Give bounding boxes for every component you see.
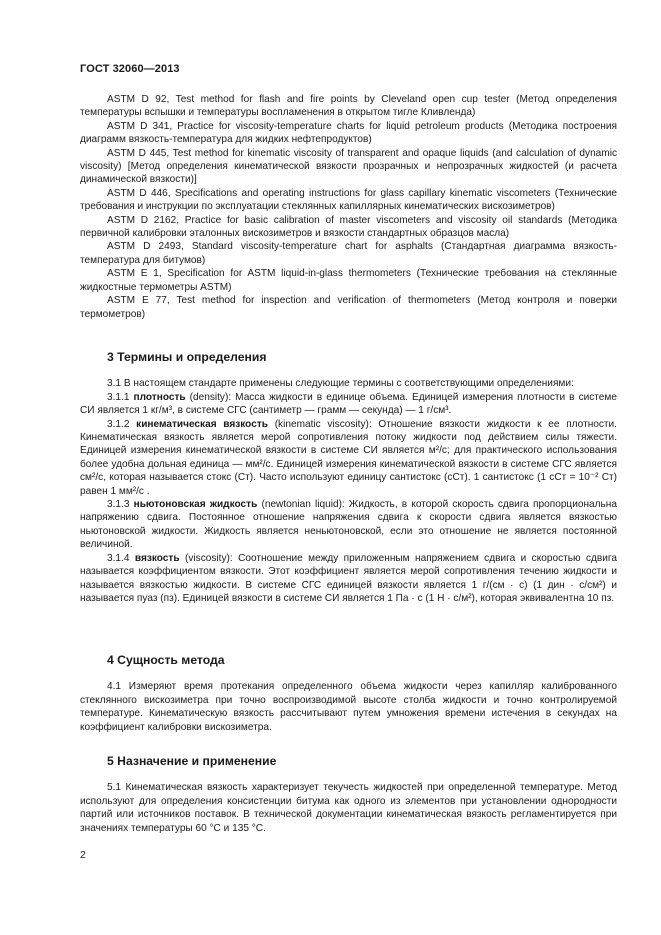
term-newtonian-liquid <box>80 498 617 552</box>
reference-item: ASTM D 2162, Practice for basic calibration of master viscometers and viscosity oil standards (Методика первичной калибровки эталонных вискозиметров и вязкости стандартных образцов масла) <box>80 214 617 240</box>
term-definition: (viscosity): Соотношение между приложенным напряжением сдвига и скоростью сдвига называется коэффициентом вязкости. Этот коэффициент является мерой сопротивления течению жидкости и называется вязкостью жидкости. В системе СГС единицей вязкости является 1 г/(см · с) (1 дин · с/см²) и называется пуаз (пз). Единицей вязкости в системе СИ является 1 Па · с (1 Н · с/м²), которая эквивалентна 10 пз. <box>80 552 617 604</box>
reference-item: ASTM D 92, Test method for flash and fire points by Cleveland open cup tester (Метод определения температуры вспышки и температуры воспламенения в открытом тигле Кливленда) <box>80 94 617 119</box>
reference-item: ASTM D 445, Test method for kinematic viscosity of transparent and opaque liquids (and calculation of dynamic viscosity) [Метод определения кинематической вязкости прозрачных и непрозрачных жидкостей (и расчета динамической вязкости)] <box>80 147 617 186</box>
reference-item: ASTM D 2493, Standard viscosity-temperature chart for asphalts (Стандартная диаграмма вязкость-температура для битумов) <box>80 241 617 266</box>
page-number: 2 <box>80 849 86 861</box>
paragraph-5-1: 5.1 Кинематическая вязкость характеризует текучесть жидкостей при определенной температуре. Метод используют для определения консистенции битума как одного из элементов при установлении однородности партий или источников поставок. В технической документации кинематическая вязкость регламентируется при значениях температуры 60 °С и 135 °С. <box>80 782 617 834</box>
term-definition: (newtonian liquid): Жидкость, в которой скорость сдвига пропорциональна напряжению сдвига. Постоянное отношение напряжения сдвига к скорости сдвига является вязкостью ньютоновской жидкости. Жидкость является неньютоновской, если это отношение не является постоянной величиной. <box>80 499 617 551</box>
section-method-principle <box>80 654 617 734</box>
term-definition: (density): Масса жидкости в единице объема. Единицей измерения плотности в системе СИ является 1 кг/м³, в системе СГС (сантиметр — грамм — секунда) — 1 г/см³. <box>80 391 617 417</box>
term-number: 3.1.4 <box>107 552 130 564</box>
term-definition: (kinematic viscosity): Отношение вязкости жидкости к ее плотности. Кинематическая вязкость является мерой сопротивления потоку жидкости под действием силы тяжести. Единицей измерения кинематической вязкости в системе СИ является м²/с; для практического использования более удобна дольная единица — мм²/с. Единицей измерения кинематической вязкости в системе СГС является см²/с, которая называется стокс (Ст). Часто используют единицу сантистокс (сСт). 1 сантистокс (1 сСт = 10⁻² Ст) равен 1 мм²/с . <box>80 418 617 497</box>
paragraph-4-1: 4.1 Измеряют время протекания определенного объема жидкости через капилляр калиброванного стеклянного вискозиметра при точно воспроизводимой высоте столба жидкости и точно контролируемой температуре. Кинематическую вязкость рассчитывают путем умножения времени истечения в секундах на коэффициент калибровки вискозиметра. <box>80 681 617 733</box>
section-purpose <box>80 755 617 835</box>
term-name: ньютоновская жидкость <box>133 499 258 511</box>
term-number: 3.1.1 <box>107 391 130 403</box>
term-number: 3.1.2 <box>107 418 130 430</box>
section-heading: 4 Сущность метода <box>107 653 225 667</box>
reference-item: ASTM E 77, Test method for inspection and verification of thermometers (Метод контроля и поверки термометров) <box>80 295 617 320</box>
document-code: ГОСТ 32060—2013 <box>80 63 180 75</box>
reference-item: ASTM D 446, Specifications and operating instructions for glass capillary kinematic viscometers (Технические требования и инструкции по эксплуатации стеклянных капиллярных кинематических вискозиметров) <box>80 187 617 213</box>
paragraph-3-1: 3.1 В настоящем стандарте применены следующие термины с соответствующими определениями: <box>107 378 574 390</box>
reference-item: ASTM E 1, Specification for ASTM liquid-in-glass thermometers (Технические требования на стеклянные жидкостные термометры ASTM) <box>80 268 617 293</box>
term-name: вязкость <box>134 552 180 564</box>
term-number: 3.1.3 <box>107 499 130 511</box>
reference-item: ASTM D 341, Practice for viscosity-temperature charts for liquid petroleum products (Методика построения диаграмм вязкость-температура для жидких нефтепродуктов) <box>80 120 617 146</box>
section-terms <box>80 351 617 605</box>
section-heading: 3 Термины и определения <box>107 350 267 364</box>
term-density <box>80 391 617 418</box>
term-name: кинематическая вязкость <box>136 418 268 430</box>
term-name: плотность <box>133 391 186 403</box>
normative-references <box>80 93 617 321</box>
term-viscosity <box>80 552 617 606</box>
term-kinematic-viscosity <box>80 418 617 498</box>
section-heading: 5 Назначение и применение <box>107 754 277 768</box>
